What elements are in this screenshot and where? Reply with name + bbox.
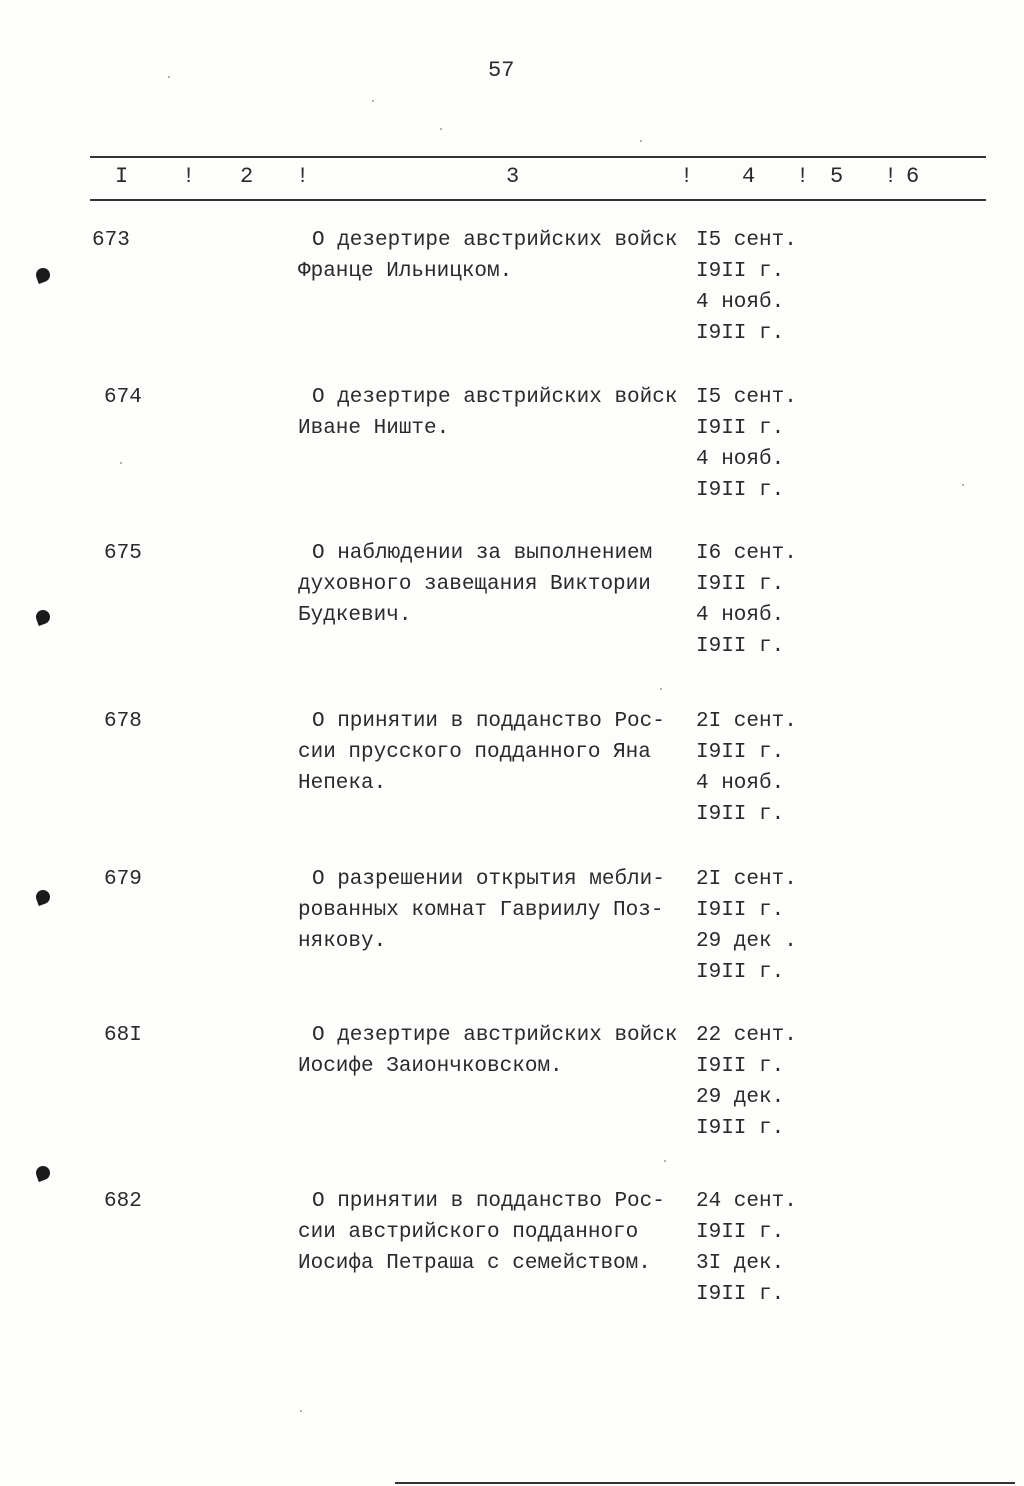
page-bottom-rule (395, 1482, 1015, 1484)
column-header-5: 5 (830, 164, 844, 189)
description-line: О наблюдении за выполнением (312, 542, 653, 565)
entry-description (298, 864, 693, 957)
date-line: I9II г. (696, 417, 785, 440)
scan-speck (120, 462, 122, 464)
date-line: 2I сент. (696, 868, 797, 891)
scan-speck (300, 1410, 302, 1412)
scan-speck (372, 100, 374, 102)
entry-dates (696, 706, 826, 830)
entry-number: 682 (104, 1190, 142, 1213)
date-line: I9II г. (696, 803, 785, 826)
description-line: О дезертире австрийских войск (312, 1024, 678, 1047)
description-line: сии прусского подданного Яна (298, 741, 651, 764)
header-bottom-rule (90, 199, 986, 201)
date-line: 24 сент. (696, 1190, 797, 1213)
column-header-row (0, 164, 1024, 194)
date-line: I5 сент. (696, 229, 797, 252)
entry-description (298, 706, 693, 799)
entry-dates (696, 1186, 826, 1310)
column-header-3: 3 (506, 164, 520, 189)
entry-dates (696, 1020, 826, 1144)
description-line: Франце Ильницком. (298, 260, 513, 283)
date-line: I9II г. (696, 573, 785, 596)
date-line: 29 дек. (696, 1086, 785, 1109)
date-line: I9II г. (696, 1283, 785, 1306)
column-header-2: 2 (240, 164, 254, 189)
scan-speck (640, 140, 642, 142)
description-line: Непека. (298, 772, 387, 795)
column-header-4: 4 (742, 164, 756, 189)
column-separator: ! (182, 164, 196, 189)
entry-dates (696, 538, 826, 662)
scan-speck (168, 76, 170, 78)
date-line: I9II г. (696, 635, 785, 658)
description-line: духовного завещания Виктории (298, 573, 651, 596)
entry-description (298, 1186, 693, 1279)
date-line: 4 нояб. (696, 291, 785, 314)
date-line: I5 сент. (696, 386, 797, 409)
column-separator: ! (884, 164, 898, 189)
binding-hole-mark (34, 1164, 52, 1182)
entry-number: 673 (92, 229, 130, 252)
column-separator: ! (796, 164, 810, 189)
header-top-rule (90, 156, 986, 158)
date-line: I9II г. (696, 1117, 785, 1140)
description-line: О дезертире австрийских войск (312, 229, 678, 252)
column-separator: ! (296, 164, 310, 189)
description-line: О дезертире австрийских войск (312, 386, 678, 409)
entry-description (298, 225, 693, 287)
scan-speck (664, 1160, 666, 1162)
entry-description (298, 1020, 693, 1082)
page-number: 57 (488, 58, 515, 83)
entry-description (298, 382, 693, 444)
date-line: I9II г. (696, 260, 785, 283)
date-line: I9II г. (696, 741, 785, 764)
date-line: I9II г. (696, 899, 785, 922)
scan-speck (660, 688, 662, 690)
description-line: някову. (298, 930, 387, 953)
column-separator: ! (680, 164, 694, 189)
column-header-1: I (115, 164, 129, 189)
description-line: Иосифе Заиончковском. (298, 1055, 563, 1078)
description-line: О принятии в подданство Рос- (312, 1190, 665, 1213)
entry-dates (696, 225, 826, 349)
scan-speck (440, 128, 442, 130)
entry-number: 679 (104, 868, 142, 891)
entry-dates (696, 382, 826, 506)
entry-number: 675 (104, 542, 142, 565)
binding-hole-mark (34, 266, 52, 284)
date-line: I9II г. (696, 322, 785, 345)
binding-hole-mark (34, 888, 52, 906)
date-line: 22 сент. (696, 1024, 797, 1047)
scan-speck (962, 484, 964, 486)
entry-number: 674 (104, 386, 142, 409)
description-line: Иосифа Петраша с семейством. (298, 1252, 651, 1275)
date-line: 2I сент. (696, 710, 797, 733)
date-line: 4 нояб. (696, 772, 785, 795)
column-header-6: 6 (906, 164, 920, 189)
date-line: 4 нояб. (696, 448, 785, 471)
entry-number: 678 (104, 710, 142, 733)
description-line: Будкевич. (298, 604, 412, 627)
entry-number: 68I (104, 1024, 142, 1047)
entry-description (298, 538, 693, 631)
description-line: О принятии в подданство Рос- (312, 710, 665, 733)
binding-hole-mark (34, 608, 52, 626)
date-line: 29 дек . (696, 930, 797, 953)
date-line: I9II г. (696, 479, 785, 502)
description-line: О разрешении открытия мебли- (312, 868, 665, 891)
date-line: I6 сент. (696, 542, 797, 565)
date-line: I9II г. (696, 1055, 785, 1078)
date-line: 4 нояб. (696, 604, 785, 627)
date-line: I9II г. (696, 1221, 785, 1244)
date-line: I9II г. (696, 961, 785, 984)
description-line: сии австрийского подданного (298, 1221, 639, 1244)
date-line: 3I дек. (696, 1252, 785, 1275)
entry-dates (696, 864, 826, 988)
description-line: Иване Ниште. (298, 417, 450, 440)
description-line: рованных комнат Гавриилу Поз- (298, 899, 664, 922)
